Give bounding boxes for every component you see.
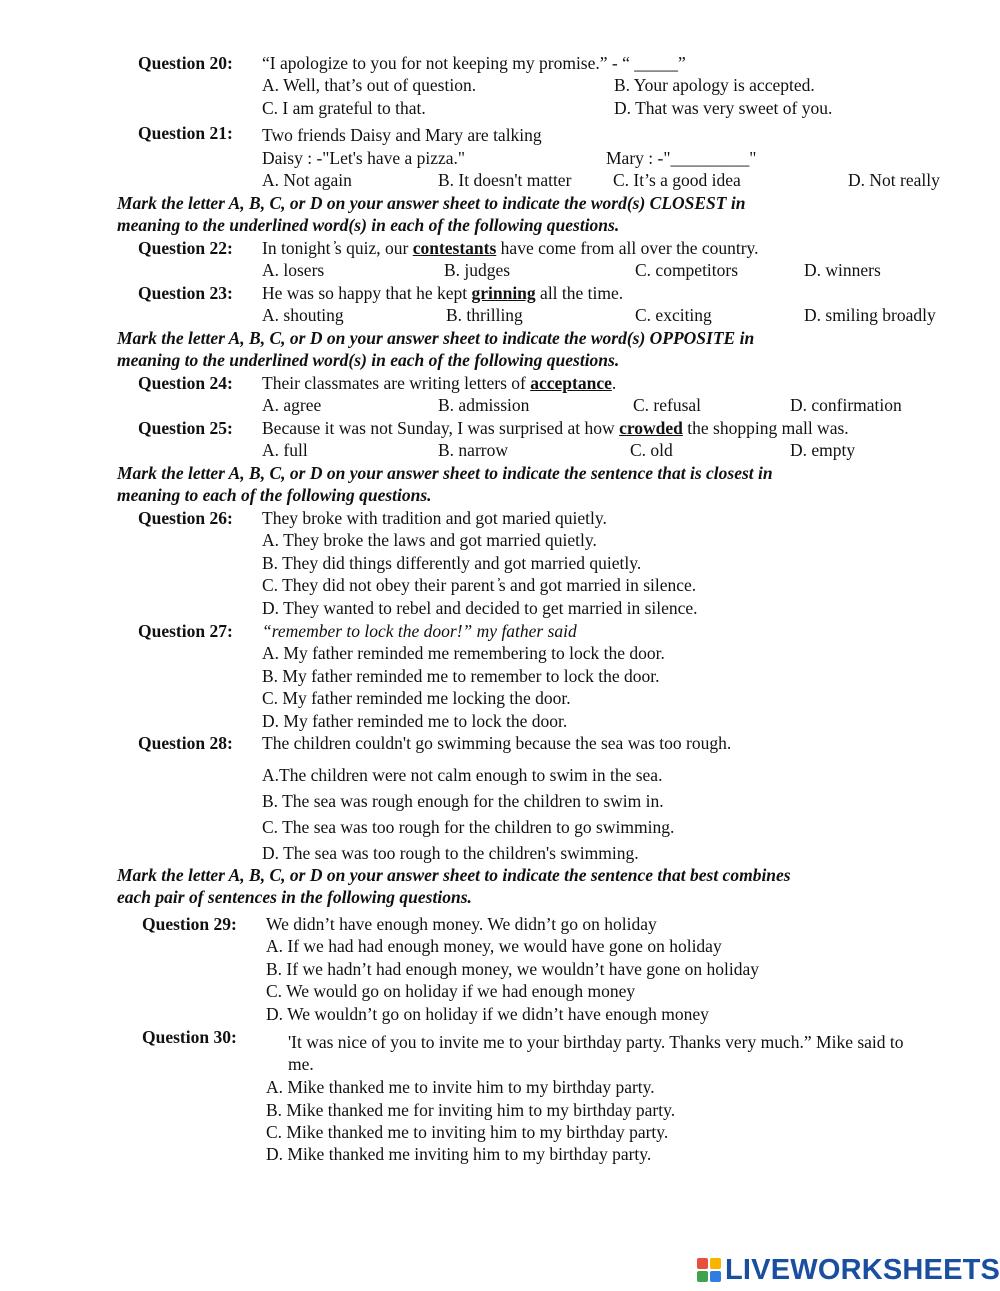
question-27-option-a: A. My father reminded me remembering to lock the door. bbox=[262, 643, 665, 663]
instruction-closest-line-2: meaning to the underlined word(s) in each of the following questions. bbox=[117, 215, 620, 235]
question-24-option-c: C. refusal bbox=[633, 395, 702, 415]
instruction-combine-line-1: Mark the letter A, B, C, or D on your answer sheet to indicate the sentence that best combines bbox=[117, 865, 791, 885]
question-26-number: Question 26: bbox=[138, 508, 233, 528]
question-20-option-b: B. Your apology is accepted. bbox=[614, 75, 815, 95]
question-22-option-a: A. losers bbox=[262, 260, 325, 280]
question-24-stem-pre: Their classmates are writing letters of bbox=[262, 373, 531, 393]
question-25-option-a: A. full bbox=[262, 440, 308, 460]
question-23-option-c: C. exciting bbox=[635, 305, 712, 325]
question-20-stem: “I apologize to you for not keeping my promise.” - “ _____” bbox=[262, 53, 686, 73]
question-22-option-c: C. competitors bbox=[635, 260, 739, 280]
question-25-option-b: B. narrow bbox=[438, 440, 508, 460]
question-30-option-c: C. Mike thanked me to inviting him to my birthday party. bbox=[266, 1122, 669, 1142]
logo-square-icon bbox=[710, 1271, 721, 1282]
liveworksheets-logo-text: LIVEWORKSHEETS bbox=[725, 1253, 1000, 1286]
liveworksheets-logo[interactable] bbox=[697, 1255, 1000, 1285]
question-30-stem-line-1: 'It was nice of you to invite me to your birthday party. Thanks very much.” Mike said to bbox=[288, 1032, 904, 1052]
question-21-number: Question 21: bbox=[138, 123, 233, 143]
question-24-number: Question 24: bbox=[138, 373, 233, 393]
question-24-stem bbox=[262, 372, 616, 394]
logo-square-icon bbox=[710, 1258, 721, 1269]
question-25-stem-post: the shopping mall was. bbox=[682, 418, 849, 438]
question-24-underlined-word: acceptance bbox=[530, 373, 612, 393]
instruction-sentence-closest-line-1: Mark the letter A, B, C, or D on your answer sheet to indicate the sentence that is closest in bbox=[117, 463, 773, 483]
question-28-number: Question 28: bbox=[138, 733, 233, 753]
question-29-option-c: C. We would go on holiday if we had enough money bbox=[266, 981, 636, 1001]
question-22-stem-pre: In tonight ̓s quiz, our bbox=[262, 238, 413, 258]
question-21-mary-line: Mary : -"_________" bbox=[606, 148, 757, 168]
question-25-option-c: C. old bbox=[630, 440, 673, 460]
question-22-underlined-word: contestants bbox=[412, 238, 497, 258]
question-24-option-d: D. confirmation bbox=[790, 395, 902, 415]
question-21-option-b: B. It doesn't matter bbox=[438, 170, 572, 190]
question-30-option-a: A. Mike thanked me to invite him to my birthday party. bbox=[266, 1077, 655, 1097]
instruction-sentence-closest-line-2: meaning to each of the following questions. bbox=[117, 485, 432, 505]
question-23-option-a: A. shouting bbox=[262, 305, 344, 325]
question-22-stem bbox=[262, 237, 759, 259]
question-28-option-d: D. The sea was too rough to the children's swimming. bbox=[262, 843, 639, 863]
instruction-closest-line-1: Mark the letter A, B, C, or D on your answer sheet to indicate the word(s) CLOSEST in bbox=[117, 193, 746, 213]
question-23-number: Question 23: bbox=[138, 283, 233, 303]
question-27-stem: “remember to lock the door!” my father said bbox=[262, 621, 577, 641]
question-23-underlined-word: grinning bbox=[471, 283, 536, 303]
question-29-stem: We didn’t have enough money. We didn’t go on holiday bbox=[266, 914, 657, 934]
question-27-option-c: C. My father reminded me locking the door. bbox=[262, 688, 571, 708]
question-25-number: Question 25: bbox=[138, 418, 233, 438]
question-21-stem: Two friends Daisy and Mary are talking bbox=[262, 125, 542, 145]
question-25-underlined-word: crowded bbox=[619, 418, 683, 438]
question-23-stem-post: all the time. bbox=[535, 283, 624, 303]
question-25-option-d: D. empty bbox=[790, 440, 856, 460]
question-20-number: Question 20: bbox=[138, 53, 233, 73]
question-27-option-d: D. My father reminded me to lock the door. bbox=[262, 711, 568, 731]
instruction-combine-line-2: each pair of sentences in the following questions. bbox=[117, 887, 472, 907]
question-25-stem bbox=[262, 417, 849, 439]
question-20-option-c: C. I am grateful to that. bbox=[262, 98, 426, 118]
question-26-option-c: C. They did not obey their parent ̓s and got married in silence. bbox=[262, 575, 697, 595]
question-29-option-d: D. We wouldn’t go on holiday if we didn’t have enough money bbox=[266, 1004, 709, 1024]
question-21-option-d: D. Not really bbox=[848, 170, 940, 190]
question-21-option-a: A. Not again bbox=[262, 170, 352, 190]
question-26-option-a: A. They broke the laws and got married quietly. bbox=[262, 530, 597, 550]
question-30-number: Question 30: bbox=[142, 1027, 237, 1047]
question-22-number: Question 22: bbox=[138, 238, 233, 258]
question-24-option-b: B. admission bbox=[438, 395, 530, 415]
question-28-option-a: A.The children were not calm enough to swim in the sea. bbox=[262, 765, 663, 785]
question-27-number: Question 27: bbox=[138, 621, 233, 641]
question-27-option-b: B. My father reminded me to remember to lock the door. bbox=[262, 666, 660, 686]
question-24-option-a: A. agree bbox=[262, 395, 322, 415]
question-29-option-b: B. If we hadn’t had enough money, we wouldn’t have gone on holiday bbox=[266, 959, 759, 979]
question-20-option-a: A. Well, that’s out of question. bbox=[262, 75, 477, 95]
liveworksheets-grid-icon bbox=[697, 1258, 721, 1282]
question-26-option-d: D. They wanted to rebel and decided to get married in silence. bbox=[262, 598, 698, 618]
question-30-option-d: D. Mike thanked me inviting him to my birthday party. bbox=[266, 1144, 652, 1164]
instruction-opposite-line-1: Mark the letter A, B, C, or D on your answer sheet to indicate the word(s) OPPOSITE in bbox=[117, 328, 755, 348]
logo-square-icon bbox=[697, 1258, 708, 1269]
question-21-option-c: C. It’s a good idea bbox=[613, 170, 741, 190]
question-21-daisy-line: Daisy : -"Let's have a pizza." bbox=[262, 148, 466, 168]
question-20-option-d: D. That was very sweet of you. bbox=[614, 98, 833, 118]
question-22-option-b: B. judges bbox=[444, 260, 511, 280]
question-30-option-b: B. Mike thanked me for inviting him to my birthday party. bbox=[266, 1100, 676, 1120]
question-22-option-d: D. winners bbox=[804, 260, 881, 280]
question-23-stem-pre: He was so happy that he kept bbox=[262, 283, 472, 303]
instruction-opposite-line-2: meaning to the underlined word(s) in each of the following questions. bbox=[117, 350, 620, 370]
question-23-option-b: B. thrilling bbox=[446, 305, 523, 325]
question-23-option-d: D. smiling broadly bbox=[804, 305, 936, 325]
question-28-stem: The children couldn't go swimming because the sea was too rough. bbox=[262, 733, 732, 753]
question-24-stem-post: . bbox=[611, 373, 617, 393]
question-22-stem-post: have come from all over the country. bbox=[496, 238, 759, 258]
question-30-stem-line-2: me. bbox=[288, 1054, 314, 1074]
question-29-option-a: A. If we had had enough money, we would have gone on holiday bbox=[266, 936, 722, 956]
logo-square-icon bbox=[697, 1271, 708, 1282]
question-26-stem: They broke with tradition and got maried quietly. bbox=[262, 508, 607, 528]
question-23-stem bbox=[262, 282, 623, 304]
question-26-option-b: B. They did things differently and got married quietly. bbox=[262, 553, 642, 573]
question-25-stem-pre: Because it was not Sunday, I was surprised at how bbox=[262, 418, 620, 438]
question-28-option-c: C. The sea was too rough for the children to go swimming. bbox=[262, 817, 675, 837]
question-28-option-b: B. The sea was rough enough for the children to swim in. bbox=[262, 791, 664, 811]
question-29-number: Question 29: bbox=[142, 914, 237, 934]
